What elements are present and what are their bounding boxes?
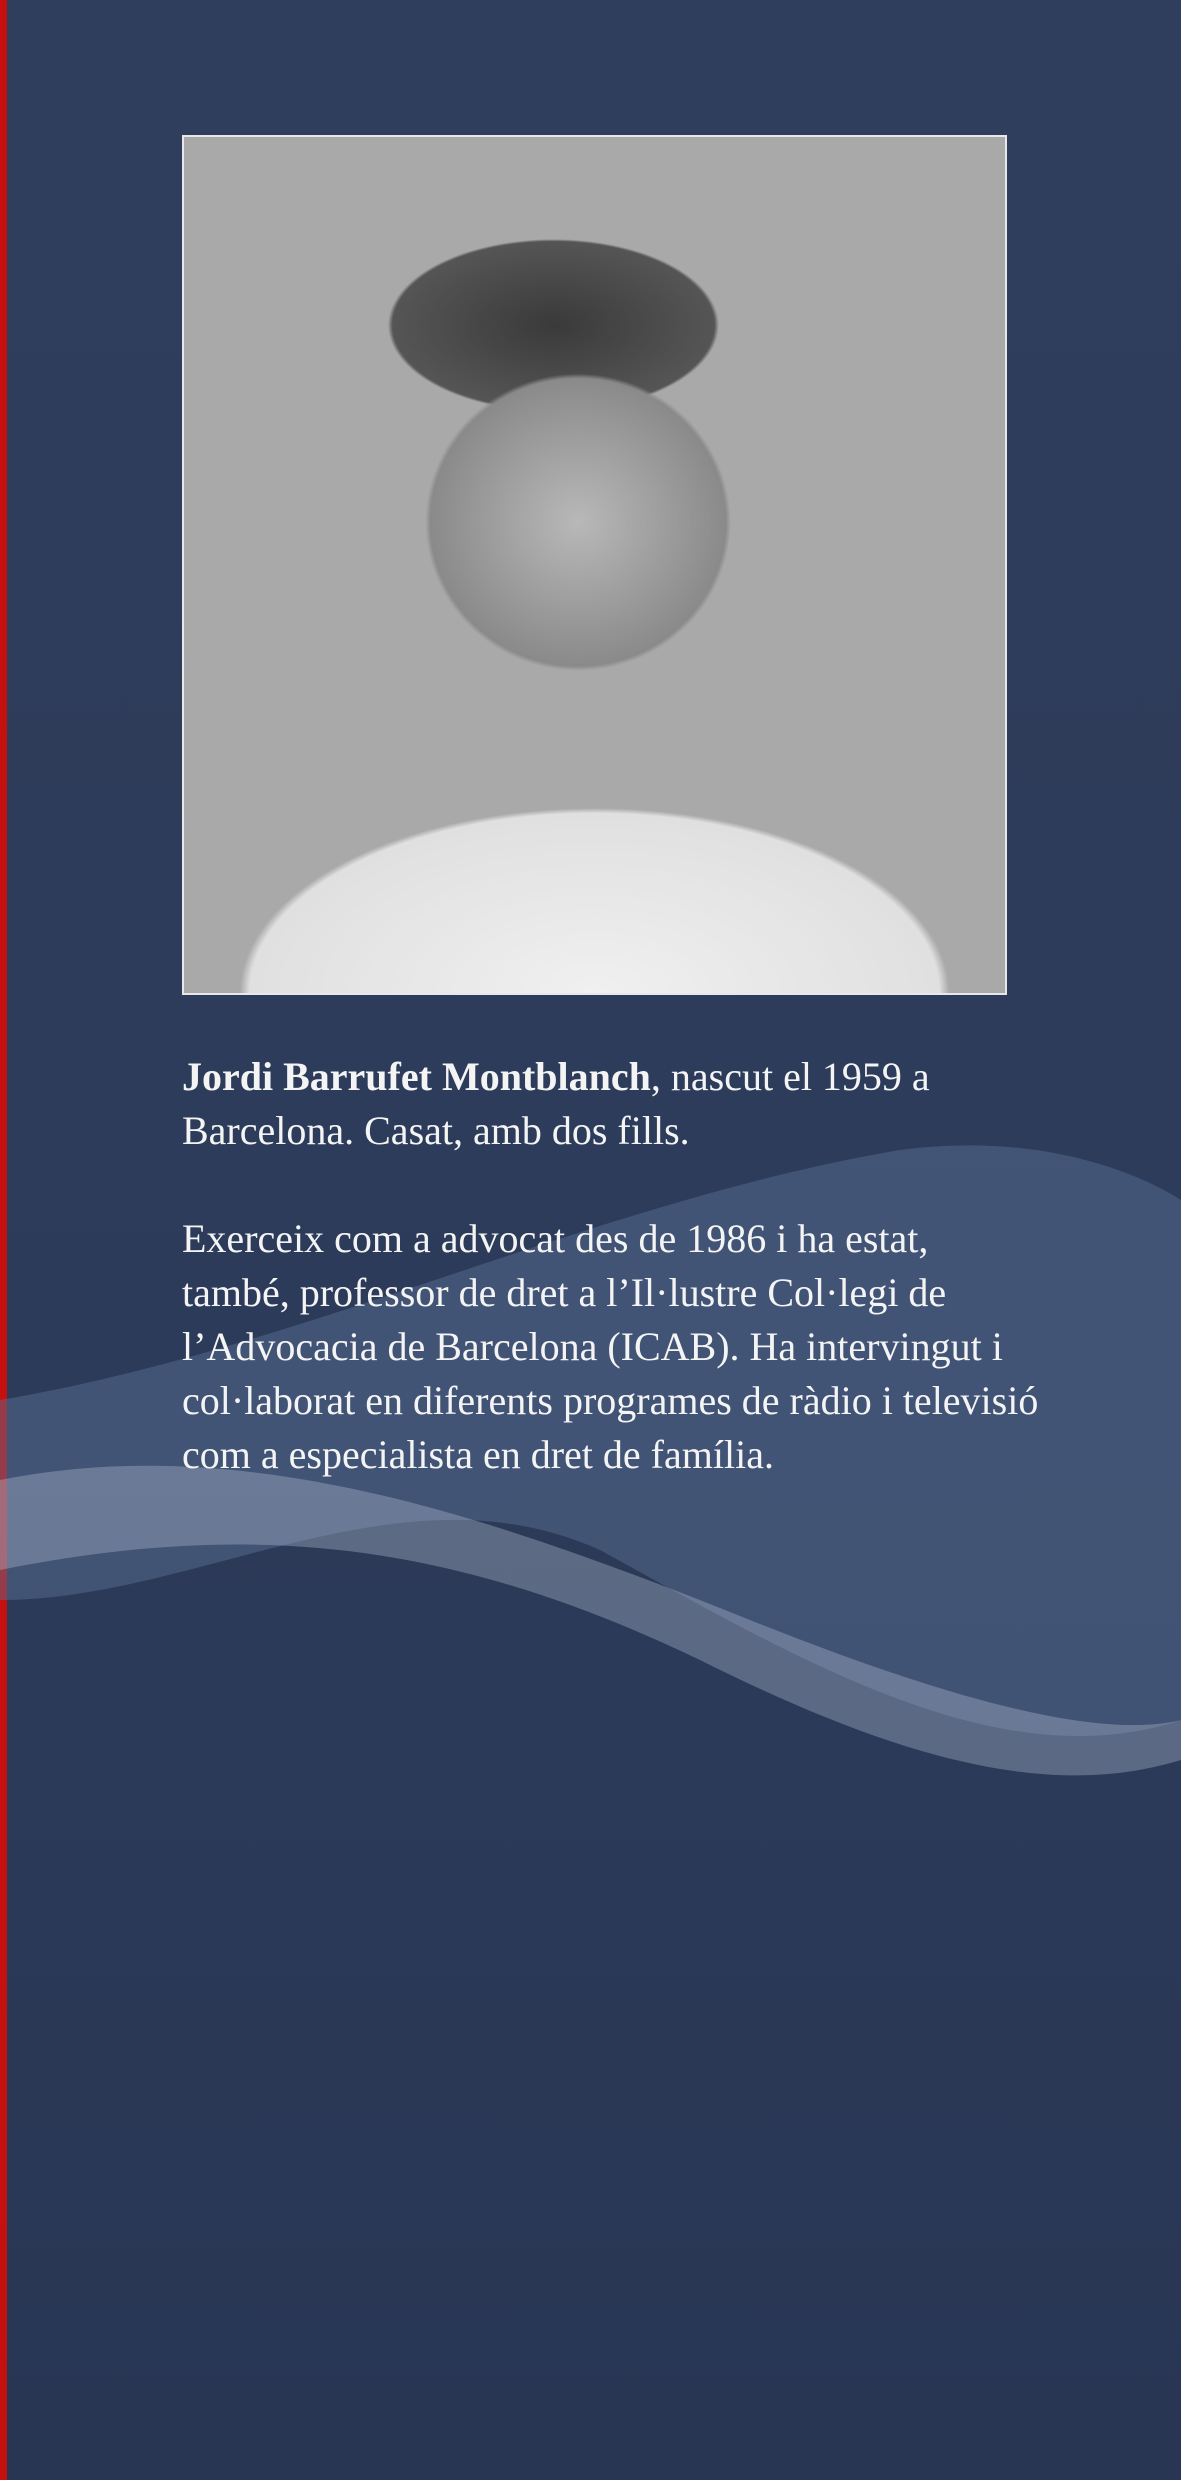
bio-career: Exerceix com a advocat des de 1986 i ha estat, també, professor de dret a l’Il·lustre Col·legi de l’Advocacia de Barcelona (ICAB). Ha intervingut i col·laborat en diferents programes de ràdio i televisió com a especialista en dret de família. [182, 1216, 1039, 1477]
author-bio [182, 1050, 1042, 1536]
author-photo [182, 135, 1007, 995]
author-name: Jordi Barrufet Montblanch [182, 1054, 651, 1099]
bio-intro-text: , nascut el 1959 a Barcelona. Casat, amb dos fills. [182, 1054, 930, 1153]
bio-intro [182, 1050, 1042, 1158]
